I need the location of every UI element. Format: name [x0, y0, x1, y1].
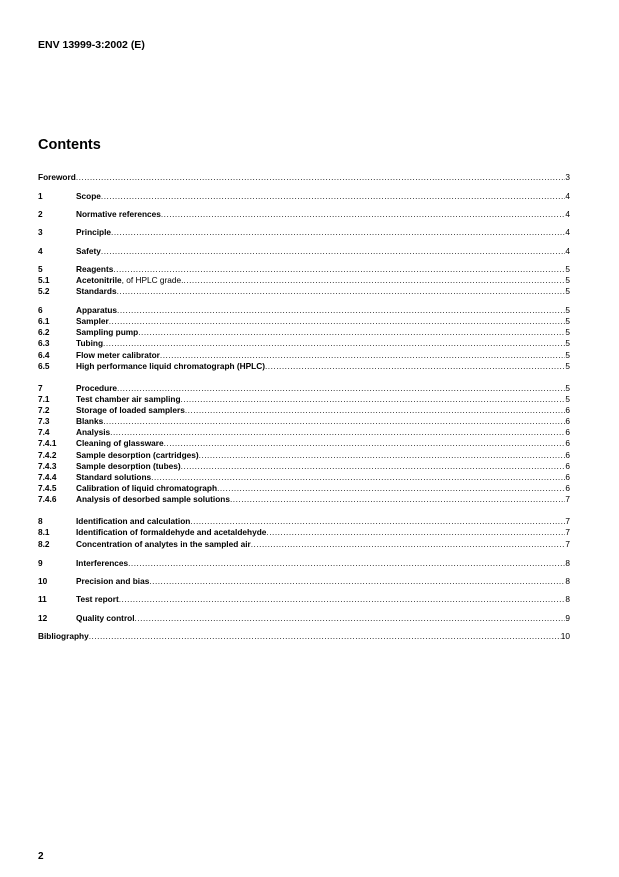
toc-dot-leader — [181, 394, 566, 405]
toc-entry-title: Identification of formaldehyde and acetaldehyde — [76, 527, 267, 537]
toc-entry-page: 7 — [565, 527, 570, 537]
toc-entry[interactable] — [38, 405, 570, 416]
toc-entry[interactable] — [38, 286, 570, 297]
toc-dot-leader — [101, 246, 565, 257]
toc-entry[interactable] — [38, 316, 570, 327]
toc-dot-leader — [183, 275, 565, 286]
toc-dot-leader — [160, 350, 565, 361]
toc-entry[interactable] — [38, 438, 570, 449]
toc-entry-title: Analysis of desorbed sample solutions — [76, 494, 230, 504]
toc-entry-page: 5 — [565, 361, 570, 371]
toc-entry[interactable] — [38, 483, 570, 494]
toc-entry-number: 8.1 — [38, 527, 50, 537]
toc-entry-title: Cleaning of glassware — [76, 438, 164, 448]
toc-entry-number: 2 — [38, 209, 43, 219]
toc-entry-page: 5 — [565, 286, 570, 296]
toc-entry[interactable] — [38, 275, 570, 286]
page-number: 2 — [38, 851, 44, 862]
toc-entry-number: 9 — [38, 558, 43, 568]
toc-entry-page: 5 — [565, 305, 570, 315]
toc-entry-page: 8 — [565, 558, 570, 568]
toc-entry-page: 9 — [565, 613, 570, 623]
toc-entry-title: Standards — [76, 286, 117, 296]
toc-entry[interactable] — [38, 427, 570, 438]
toc-entry-number: 5.1 — [38, 275, 50, 285]
toc-dot-leader — [265, 361, 565, 372]
toc-dot-leader — [161, 209, 566, 220]
toc-entry[interactable] — [38, 327, 570, 338]
toc-entry-number: 8.2 — [38, 539, 50, 549]
toc-entry-title: Apparatus — [76, 305, 118, 315]
toc-entry-page: 5 — [565, 275, 570, 285]
toc-entry-number: 6.5 — [38, 361, 50, 371]
toc-entry[interactable] — [38, 361, 570, 372]
toc-entry-page: 8 — [565, 576, 570, 586]
toc-entry[interactable] — [38, 527, 570, 538]
toc-entry-title: Storage of loaded samplers — [76, 405, 185, 415]
toc-entry-page: 5 — [565, 316, 570, 326]
toc-entry[interactable] — [38, 494, 570, 505]
toc-dot-leader — [119, 594, 566, 605]
toc-entry[interactable] — [38, 191, 570, 202]
toc-entry-number: 6 — [38, 305, 43, 315]
toc-entry-page: 6 — [565, 483, 570, 493]
toc-entry-title: Standard solutions — [76, 472, 152, 482]
toc-entry-number: 7.1 — [38, 394, 50, 404]
toc-entry-title: Sampling pump — [76, 327, 139, 337]
toc-entry-page: 4 — [565, 246, 570, 256]
toc-entry-title: Reagents — [76, 264, 114, 274]
toc-dot-leader — [117, 383, 565, 394]
toc-entry[interactable] — [38, 416, 570, 427]
toc-dot-leader — [103, 338, 565, 349]
toc-entry-title: Blanks — [76, 416, 104, 426]
document-id: ENV 13999-3:2002 (E) — [38, 39, 145, 51]
toc-entry-title-suffix: , of HPLC grade. — [121, 275, 184, 285]
toc-entry-title: Acetonitrile, of HPLC grade. — [76, 275, 184, 285]
toc-entry-title: Sample desorption (cartridges) — [76, 450, 199, 460]
toc-entry-title: Scope — [76, 191, 101, 201]
toc-entry-number: 6.3 — [38, 338, 50, 348]
toc-entry[interactable] — [38, 246, 570, 257]
toc-entry[interactable] — [38, 613, 570, 624]
toc-entry-page: 7 — [565, 516, 570, 526]
toc-entry-page: 10 — [560, 631, 570, 641]
toc-dot-leader — [117, 305, 565, 316]
toc-dot-leader — [103, 416, 565, 427]
toc-dot-leader — [230, 494, 565, 505]
toc-dot-leader — [111, 227, 565, 238]
toc-dot-leader — [110, 427, 565, 438]
toc-entry-number: 3 — [38, 227, 43, 237]
toc-entry-number: 7.4.5 — [38, 483, 57, 493]
toc-entry-page: 5 — [565, 383, 570, 393]
toc-entry-number: 7.4.4 — [38, 472, 57, 482]
toc-entry-title: Precision and bias — [76, 576, 150, 586]
toc-entry-page: 6 — [565, 427, 570, 437]
toc-dot-leader — [101, 191, 565, 202]
toc-entry-title: Test report — [76, 594, 119, 604]
toc-entry-number: 7.2 — [38, 405, 50, 415]
toc-dot-leader — [185, 405, 566, 416]
toc-entry-number: 6.2 — [38, 327, 50, 337]
toc-entry[interactable] — [38, 172, 570, 183]
toc-dot-leader — [109, 316, 566, 327]
toc-entry-number: 12 — [38, 613, 48, 623]
toc-entry-page: 6 — [565, 450, 570, 460]
toc-dot-leader — [76, 172, 566, 183]
toc-entry-title: Normative references — [76, 209, 161, 219]
toc-entry[interactable] — [38, 338, 570, 349]
toc-entry-number: 7.4.6 — [38, 494, 57, 504]
toc-entry-title: Sampler — [76, 316, 109, 326]
toc-entry-page: 6 — [565, 438, 570, 448]
toc-entry-title: Identification and calculation — [76, 516, 191, 526]
toc-dot-leader — [113, 264, 565, 275]
toc-dot-leader — [199, 450, 566, 461]
toc-entry-page: 4 — [565, 227, 570, 237]
toc-entry-page: 6 — [565, 405, 570, 415]
toc-entry-page: 7 — [565, 494, 570, 504]
toc-entry-number: 7.4 — [38, 427, 50, 437]
toc-dot-leader — [217, 483, 565, 494]
toc-entry-title: Test chamber air sampling — [76, 394, 181, 404]
toc-dot-leader — [251, 539, 566, 550]
toc-entry-page: 5 — [565, 394, 570, 404]
toc-entry-number: 1 — [38, 191, 43, 201]
toc-entry-page: 5 — [565, 327, 570, 337]
toc-entry-title: Tubing — [76, 338, 104, 348]
toc-entry-title: Principle — [76, 227, 112, 237]
toc-dot-leader — [181, 461, 566, 472]
toc-entry[interactable] — [38, 383, 570, 394]
toc-entry[interactable] — [38, 209, 570, 220]
toc-entry-page: 4 — [565, 209, 570, 219]
toc-entry-title: Calibration of liquid chromatograph — [76, 483, 218, 493]
toc-entry-number: 7.4.2 — [38, 450, 57, 460]
toc-entry-page: 6 — [565, 461, 570, 471]
toc-entry-page: 3 — [565, 172, 570, 182]
toc-entry-number: 5 — [38, 264, 43, 274]
toc-dot-leader — [128, 558, 565, 569]
toc-entry-page: 6 — [565, 416, 570, 426]
toc-entry-page: 5 — [565, 338, 570, 348]
toc-entry[interactable] — [38, 576, 570, 587]
toc-dot-leader — [149, 576, 565, 587]
toc-entry[interactable] — [38, 394, 570, 405]
toc-entry[interactable] — [38, 558, 570, 569]
toc-entry-title: Interferences — [76, 558, 129, 568]
toc-entry-title: Foreword — [38, 172, 76, 182]
toc-entry-title: Flow meter calibrator — [76, 350, 160, 360]
toc-entry-number: 11 — [38, 594, 47, 604]
toc-entry-page: 7 — [565, 539, 570, 549]
toc-entry[interactable] — [38, 350, 570, 361]
toc-entry[interactable] — [38, 461, 570, 472]
toc-entry-number: 6.1 — [38, 316, 50, 326]
toc-entry-number: 7.3 — [38, 416, 50, 426]
toc-entry-number: 4 — [38, 246, 43, 256]
toc-dot-leader — [117, 286, 566, 297]
toc-entry-number: 6.4 — [38, 350, 50, 360]
contents-heading: Contents — [38, 137, 101, 153]
toc-entry-title: Quality control — [76, 613, 135, 623]
toc-entry-number: 5.2 — [38, 286, 50, 296]
toc-dot-leader — [89, 631, 561, 642]
toc-dot-leader — [164, 438, 566, 449]
toc-entry-page: 6 — [565, 472, 570, 482]
toc-entry[interactable] — [38, 631, 570, 642]
toc-entry[interactable] — [38, 472, 570, 483]
toc-entry-title: Procedure — [76, 383, 118, 393]
toc-entry-title: Safety — [76, 246, 101, 256]
toc-entry[interactable] — [38, 516, 570, 527]
toc-entry[interactable] — [38, 450, 570, 461]
toc-entry-number: 10 — [38, 576, 48, 586]
toc-entry-number: 7 — [38, 383, 43, 393]
toc-entry-page: 4 — [565, 191, 570, 201]
toc-entry-title: Concentration of analytes in the sampled air — [76, 539, 251, 549]
toc-entry-title: High performance liquid chromatograph (HPLC) — [76, 361, 265, 371]
toc-dot-leader — [190, 516, 565, 527]
toc-entry[interactable] — [38, 305, 570, 316]
toc-entry-title: Analysis — [76, 427, 111, 437]
toc-entry-title: Sample desorption (tubes) — [76, 461, 181, 471]
toc-entry-page: 5 — [565, 264, 570, 274]
toc-entry-number: 7.4.3 — [38, 461, 57, 471]
toc-entry[interactable] — [38, 539, 570, 550]
toc-entry[interactable] — [38, 227, 570, 238]
toc-entry[interactable] — [38, 264, 570, 275]
toc-dot-leader — [138, 327, 565, 338]
toc-dot-leader — [266, 527, 565, 538]
toc-dot-leader — [151, 472, 565, 483]
toc-dot-leader — [135, 613, 566, 624]
toc-entry-number: 8 — [38, 516, 43, 526]
toc-entry[interactable] — [38, 594, 570, 605]
toc-entry-page: 8 — [565, 594, 570, 604]
toc-entry-number: 7.4.1 — [38, 438, 57, 448]
toc-entry-title: Bibliography — [38, 631, 89, 641]
toc-entry-page: 5 — [565, 350, 570, 360]
